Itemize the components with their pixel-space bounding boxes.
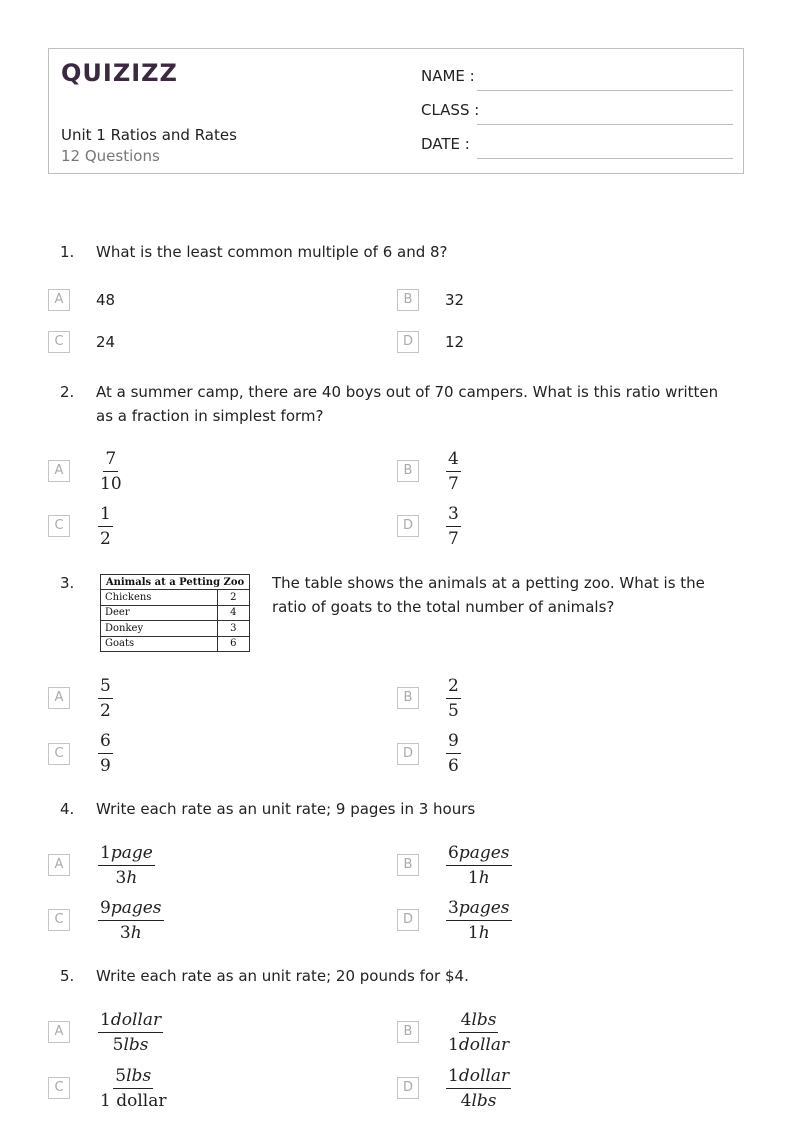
date-label: DATE : — [421, 135, 470, 153]
date-field[interactable] — [421, 135, 733, 159]
numerator — [446, 1066, 511, 1089]
numerator-value: 4 — [460, 1010, 472, 1030]
table-row — [101, 605, 250, 620]
fraction — [98, 898, 164, 943]
denominator: 1 dollar — [100, 1091, 167, 1111]
fraction — [446, 843, 512, 888]
denominator-unit: lbs — [123, 1035, 149, 1055]
option-letter: A — [48, 289, 70, 311]
denominator — [446, 1033, 511, 1055]
fraction — [98, 843, 155, 888]
option-letter: D — [397, 515, 419, 537]
animal-cell: Deer — [101, 605, 218, 620]
option-text: 32 — [445, 291, 465, 309]
denominator-unit: dollar — [458, 1035, 510, 1055]
numerator-unit: page — [110, 843, 153, 863]
date-line — [477, 158, 733, 159]
denominator — [114, 866, 140, 888]
count-cell: 4 — [217, 605, 249, 620]
question-text: The table shows the animals at a petting zoo. What is the ratio of goats to the total number of animals? — [272, 574, 705, 616]
denominator-unit: h — [130, 923, 142, 943]
denominator: 6 — [448, 756, 459, 776]
numerator: 4 — [446, 449, 461, 472]
numerator-value: 6 — [448, 843, 459, 863]
option-letter: D — [397, 909, 419, 931]
numerator: 1 — [98, 504, 113, 527]
denominator: 5 — [448, 701, 459, 721]
table-row — [101, 621, 250, 636]
numerator-unit: dollar — [458, 1066, 510, 1086]
class-line — [477, 124, 733, 125]
numerator: 6 — [98, 731, 113, 754]
animal-cell: Donkey — [101, 621, 218, 636]
denominator — [459, 1089, 499, 1111]
numerator-unit: dollar — [110, 1010, 162, 1030]
question-number: 4. — [60, 800, 75, 818]
fraction — [98, 1066, 168, 1111]
class-label: CLASS : — [421, 101, 480, 119]
quizizz-logo: QUIZIZZ — [61, 59, 178, 87]
denominator — [466, 921, 492, 943]
numerator-unit: lbs — [126, 1066, 152, 1086]
fraction — [446, 898, 512, 943]
table-row — [101, 590, 250, 605]
option-letter: D — [397, 743, 419, 765]
option-letter: A — [48, 687, 70, 709]
numerator-unit: pages — [458, 898, 510, 918]
numerator — [98, 1010, 163, 1033]
question-text: At a summer camp, there are 40 boys out of 70 campers. What is this ratio written as a fraction in simplest form? — [96, 383, 719, 425]
numerator: 9 — [446, 731, 461, 754]
denominator: 2 — [100, 701, 111, 721]
option-letter: B — [397, 1021, 419, 1043]
question-number: 1. — [60, 243, 75, 261]
option-letter: C — [48, 515, 70, 537]
denominator-value: 1 — [467, 868, 479, 888]
question-number: 2. — [60, 383, 75, 401]
denominator-value: 4 — [460, 1091, 472, 1111]
numerator: 7 — [103, 449, 118, 472]
numerator — [459, 1010, 499, 1033]
option-letter: C — [48, 743, 70, 765]
option-text: 48 — [96, 291, 116, 309]
numerator-value: 3 — [448, 898, 459, 918]
denominator: 7 — [448, 529, 459, 549]
numerator-value: 1 — [100, 1010, 111, 1030]
question-number: 3. — [60, 574, 75, 592]
numerator-unit: pages — [110, 898, 162, 918]
denominator: 9 — [100, 756, 111, 776]
denominator-unit: lbs — [471, 1091, 497, 1111]
option-text: 12 — [445, 333, 465, 351]
denominator-unit: h — [478, 923, 490, 943]
option-letter: A — [48, 1021, 70, 1043]
option-letter: B — [397, 854, 419, 876]
denominator-value: 3 — [119, 923, 131, 943]
fraction — [446, 1066, 511, 1111]
denominator-unit: h — [478, 868, 490, 888]
numerator — [113, 1066, 153, 1089]
question-text: Write each rate as an unit rate; 20 pounds for $4. — [96, 967, 469, 985]
numerator: 5 — [98, 676, 113, 699]
fraction — [446, 731, 461, 776]
denominator — [466, 866, 492, 888]
fraction — [98, 731, 113, 776]
option-letter: A — [48, 854, 70, 876]
option-letter: B — [397, 289, 419, 311]
denominator-value: 1 — [467, 923, 479, 943]
option-letter: C — [48, 331, 70, 353]
question-number: 5. — [60, 967, 75, 985]
name-line — [477, 90, 733, 91]
count-cell: 3 — [217, 621, 249, 636]
numerator — [446, 843, 512, 866]
question-count: 12 Questions — [61, 147, 160, 165]
option-letter: C — [48, 1077, 70, 1099]
denominator-value: 3 — [115, 868, 127, 888]
numerator-value: 1 — [100, 843, 111, 863]
option-text: 24 — [96, 333, 116, 351]
numerator-unit: pages — [458, 843, 510, 863]
numerator-unit: lbs — [471, 1010, 497, 1030]
worksheet-header — [48, 48, 744, 174]
numerator — [446, 898, 512, 921]
option-letter: A — [48, 460, 70, 482]
table-title: Animals at a Petting Zoo — [101, 575, 250, 590]
fraction — [446, 449, 461, 494]
animal-cell: Goats — [101, 636, 218, 651]
option-letter: B — [397, 460, 419, 482]
worksheet-title: Unit 1 Ratios and Rates — [61, 126, 237, 144]
denominator-value: 1 — [448, 1035, 459, 1055]
numerator: 3 — [446, 504, 461, 527]
option-letter: C — [48, 909, 70, 931]
numerator — [98, 843, 155, 866]
petting-zoo-table — [100, 574, 250, 652]
denominator: 10 — [100, 474, 122, 494]
numerator-value: 1 — [448, 1066, 459, 1086]
question-text: Write each rate as an unit rate; 9 pages in 3 hours — [96, 800, 476, 818]
option-letter: D — [397, 331, 419, 353]
numerator-value: 5 — [115, 1066, 127, 1086]
count-cell: 6 — [217, 636, 249, 651]
numerator-value: 9 — [100, 898, 111, 918]
animal-cell: Chickens — [101, 590, 218, 605]
fraction — [446, 504, 461, 549]
name-label: NAME : — [421, 67, 475, 85]
question-text: What is the least common multiple of 6 and 8? — [96, 243, 448, 261]
fraction — [98, 449, 124, 494]
denominator: 2 — [100, 529, 111, 549]
denominator: 7 — [448, 474, 459, 494]
class-field[interactable] — [421, 101, 733, 125]
denominator-unit: h — [126, 868, 138, 888]
table-row — [101, 636, 250, 651]
name-field[interactable] — [421, 67, 733, 91]
fraction — [446, 676, 461, 721]
fraction — [98, 676, 113, 721]
denominator-value: 5 — [112, 1035, 124, 1055]
option-letter: D — [397, 1077, 419, 1099]
option-letter: B — [397, 687, 419, 709]
fraction — [98, 504, 113, 549]
numerator: 2 — [446, 676, 461, 699]
denominator — [111, 1033, 151, 1055]
numerator — [98, 898, 164, 921]
fraction — [446, 1010, 511, 1055]
count-cell: 2 — [217, 590, 249, 605]
denominator — [118, 921, 144, 943]
fraction — [98, 1010, 163, 1055]
